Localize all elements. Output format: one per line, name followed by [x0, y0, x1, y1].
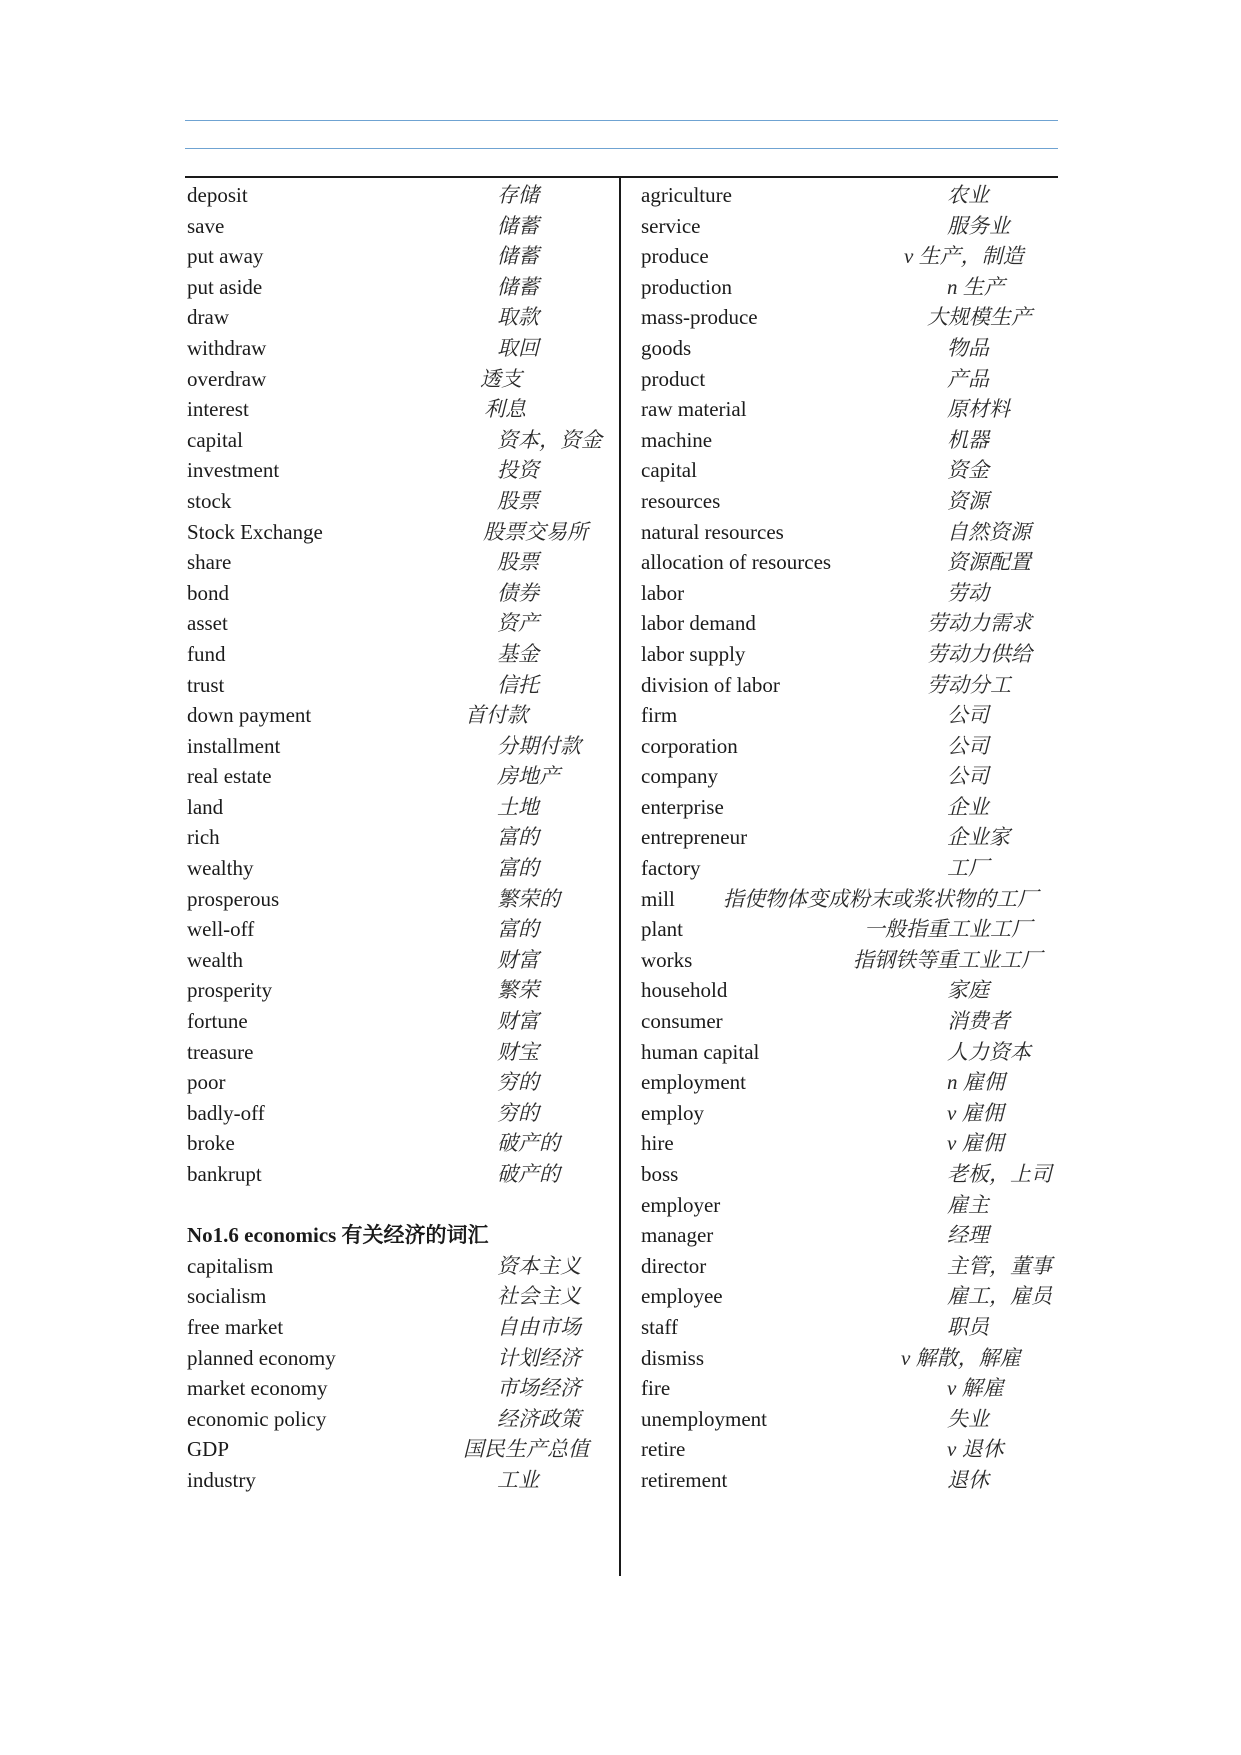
header-rule-top — [185, 120, 1058, 121]
vocab-translation: 服务业 — [947, 213, 1010, 238]
vocab-translation: 经济政策 — [497, 1406, 581, 1431]
vocab-translation: 储蓄 — [497, 213, 539, 238]
vocab-translation: 退休 — [947, 1467, 989, 1492]
vocab-translation: 富的 — [497, 917, 539, 942]
vocab-translation: 农业 — [947, 183, 989, 207]
vocab-row — [187, 1159, 612, 1190]
vocab-row — [187, 394, 612, 425]
vocab-row — [187, 486, 612, 517]
vocab-row — [187, 425, 612, 456]
vocab-term: draw — [187, 305, 229, 330]
vocab-row — [187, 1434, 612, 1465]
vocab-term: overdraw — [187, 366, 267, 391]
vocab-translation: 富的 — [497, 825, 539, 850]
vocab-term: employment — [641, 1070, 746, 1095]
vocab-term: human capital — [641, 1039, 760, 1064]
vocab-term: resources — [641, 488, 721, 513]
vocab-translation: 繁荣 — [497, 978, 539, 1003]
vocab-term: Stock Exchange — [187, 519, 323, 544]
vocab-row — [187, 1251, 612, 1282]
vocab-row — [641, 272, 1058, 303]
vocab-term: production — [641, 274, 732, 299]
vocab-row — [641, 884, 1058, 915]
right-column — [641, 180, 1058, 1496]
vocab-term: entrepreneur — [641, 825, 748, 850]
vocab-translation: 资源 — [947, 488, 989, 513]
vocab-row — [187, 792, 612, 823]
vocab-term: deposit — [187, 183, 248, 207]
vocab-term: allocation of resources — [641, 550, 832, 575]
vocab-row — [641, 333, 1058, 364]
vocab-term: natural resources — [641, 519, 784, 544]
vocab-translation: 房地产 — [497, 764, 560, 789]
vocab-term: bankrupt — [187, 1162, 262, 1186]
vocab-term: stock — [187, 488, 232, 513]
vocab-translation: 股票 — [497, 488, 539, 513]
vocab-translation: 主管，董事 — [947, 1253, 1052, 1278]
vocab-term: rich — [187, 825, 220, 850]
vocab-term: employee — [641, 1284, 723, 1309]
vocab-term: capital — [641, 458, 697, 483]
vocab-row — [641, 1037, 1058, 1068]
vocab-translation: 资源配置 — [947, 550, 1031, 575]
vocab-row — [187, 364, 612, 395]
vocab-term: put away — [187, 244, 264, 269]
vocab-translation: 繁荣的 — [497, 886, 560, 911]
vocab-translation: 分期付款 — [497, 733, 581, 758]
vocab-translation: 利息 — [484, 397, 526, 422]
vocab-translation: 公司 — [947, 764, 989, 789]
vocab-row — [641, 1128, 1058, 1159]
vocab-term: unemployment — [641, 1406, 767, 1431]
vocab-term: factory — [641, 856, 701, 881]
vocab-translation: 资金 — [947, 458, 989, 483]
vocab-term: boss — [641, 1162, 679, 1186]
vocab-translation: 穷的 — [497, 1100, 539, 1125]
vocab-translation: 基金 — [497, 641, 539, 666]
vocab-term: poor — [187, 1070, 226, 1095]
vocab-translation: 家庭 — [947, 978, 989, 1003]
vocab-row — [641, 1404, 1058, 1435]
vocab-term: agriculture — [641, 183, 732, 207]
vocab-row — [187, 670, 612, 701]
vocab-row — [641, 670, 1058, 701]
vocab-row — [641, 547, 1058, 578]
vocab-translation: 自然资源 — [947, 519, 1031, 544]
vocab-term: service — [641, 213, 701, 238]
vocab-list-production — [641, 180, 1058, 1496]
vocab-translation: 储蓄 — [497, 244, 539, 269]
vocab-translation: 指钢铁等重工业工厂 — [853, 947, 1042, 972]
vocab-row — [641, 1465, 1058, 1496]
vocab-translation: 公司 — [947, 703, 989, 728]
vocab-term: well-off — [187, 917, 255, 942]
vocab-term: goods — [641, 335, 692, 360]
vocab-row — [641, 1343, 1058, 1374]
vocab-term: treasure — [187, 1039, 254, 1064]
vocab-translation: 土地 — [497, 794, 539, 819]
vocab-term: withdraw — [187, 335, 267, 360]
vocab-translation: 企业 — [947, 794, 989, 819]
vocab-term: manager — [641, 1223, 714, 1248]
vocab-row — [187, 1128, 612, 1159]
vocab-term: consumer — [641, 1009, 723, 1034]
vocab-translation: n 生产 — [947, 274, 1005, 299]
vocab-translation: 市场经济 — [497, 1376, 581, 1401]
vocab-row — [641, 700, 1058, 731]
vocab-row — [187, 853, 612, 884]
vocab-term: GDP — [187, 1437, 230, 1462]
vocab-term: retire — [641, 1437, 686, 1462]
vocab-term: machine — [641, 427, 713, 452]
vocab-list-banking — [187, 180, 612, 1190]
vocab-row — [641, 1373, 1058, 1404]
vocab-translation: v 雇佣 — [947, 1131, 1004, 1156]
vocab-row — [641, 1067, 1058, 1098]
vocab-term: share — [187, 550, 232, 575]
vocab-row — [641, 639, 1058, 670]
vocab-row — [187, 639, 612, 670]
vocab-translation: 企业家 — [947, 825, 1010, 850]
vocab-term: economic policy — [187, 1406, 327, 1431]
vocab-row — [641, 1006, 1058, 1037]
vocab-row — [187, 517, 612, 548]
vocab-translation: 国民生产总值 — [463, 1437, 589, 1462]
spacer — [187, 1190, 612, 1221]
vocab-translation: 社会主义 — [497, 1284, 581, 1309]
vocab-translation: 信托 — [497, 672, 539, 697]
vocab-row — [187, 884, 612, 915]
vocab-translation: 投资 — [497, 458, 539, 483]
vocab-term: mass-produce — [641, 305, 758, 330]
vocab-term: labor — [641, 580, 685, 605]
vocab-translation: 大规模生产 — [927, 305, 1032, 330]
vocab-term: bond — [187, 580, 229, 605]
vocab-row — [187, 1006, 612, 1037]
vocab-translation: 物品 — [947, 335, 989, 360]
vocab-term: planned economy — [187, 1345, 336, 1370]
vocab-term: real estate — [187, 764, 272, 789]
vocab-row — [187, 1037, 612, 1068]
vocab-term: hire — [641, 1131, 674, 1156]
vocab-translation: 一般指重工业工厂 — [864, 917, 1032, 942]
vocab-term: director — [641, 1253, 707, 1278]
vocab-term: employ — [641, 1100, 704, 1125]
vocab-term: product — [641, 366, 706, 391]
vocab-translation: v 解散，解雇 — [901, 1345, 1021, 1370]
vocab-translation: 债券 — [497, 580, 539, 605]
vocab-row — [641, 578, 1058, 609]
vocab-translation: 劳动 — [947, 580, 989, 605]
vocab-row — [187, 731, 612, 762]
vocab-row — [187, 241, 612, 272]
vocab-term: works — [641, 947, 693, 972]
vocab-translation: 职员 — [947, 1314, 989, 1339]
vocab-row — [187, 180, 612, 211]
vocab-translation: n 雇佣 — [947, 1070, 1005, 1095]
vocab-term: plant — [641, 917, 683, 942]
vocab-translation: 劳动分工 — [927, 672, 1011, 697]
vocab-term: save — [187, 213, 225, 238]
vocab-term: company — [641, 764, 718, 789]
vocab-term: produce — [641, 244, 709, 269]
vocab-row — [641, 975, 1058, 1006]
vocab-term: enterprise — [641, 794, 724, 819]
vocab-term: badly-off — [187, 1100, 265, 1125]
header-rule-bottom — [185, 148, 1058, 149]
vocab-translation: 工厂 — [947, 856, 989, 881]
vocab-term: firm — [641, 703, 678, 728]
vocab-term: broke — [187, 1131, 235, 1156]
vocab-term: division of labor — [641, 672, 780, 697]
vocab-row — [641, 211, 1058, 242]
vocab-translation: 经理 — [947, 1223, 989, 1248]
vocab-row — [187, 578, 612, 609]
left-column — [187, 180, 612, 1496]
vocab-translation: 财富 — [497, 1009, 539, 1034]
vocab-term: socialism — [187, 1284, 267, 1309]
vocab-term: capitalism — [187, 1253, 274, 1278]
vocab-term: put aside — [187, 274, 263, 299]
vocab-term: employer — [641, 1192, 721, 1217]
vocab-row — [641, 517, 1058, 548]
vocab-translation: 取款 — [497, 305, 539, 330]
vocab-term: household — [641, 978, 728, 1003]
vocab-row — [641, 1434, 1058, 1465]
vocab-term: prosperous — [187, 886, 280, 911]
vocab-term: labor supply — [641, 641, 746, 666]
vocab-row — [641, 853, 1058, 884]
vocab-row — [641, 822, 1058, 853]
vocab-term: industry — [187, 1467, 256, 1492]
vocab-row — [187, 1098, 612, 1129]
vocab-row — [187, 700, 612, 731]
table-top-rule — [185, 176, 1058, 178]
vocab-row — [641, 1312, 1058, 1343]
vocab-row — [641, 792, 1058, 823]
vocab-row — [187, 1067, 612, 1098]
vocab-translation: 穷的 — [497, 1070, 539, 1095]
vocab-translation: 工业 — [497, 1467, 539, 1492]
vocab-row — [187, 945, 612, 976]
vocab-row — [641, 945, 1058, 976]
vocab-term: free market — [187, 1314, 284, 1339]
vocab-term: dismiss — [641, 1345, 705, 1370]
vocab-translation: 计划经济 — [497, 1345, 581, 1370]
vocab-translation: 雇主 — [947, 1192, 989, 1217]
vocab-row — [641, 1190, 1058, 1221]
vocab-translation: 产品 — [947, 366, 989, 391]
vocab-term: capital — [187, 427, 243, 452]
vocab-translation: 股票交易所 — [483, 519, 588, 544]
vocab-term: investment — [187, 458, 280, 483]
vocab-row — [641, 302, 1058, 333]
vocab-row — [187, 302, 612, 333]
vocab-translation: 破产的 — [497, 1162, 560, 1186]
section-heading: No1.6 economics 有关经济的词汇 — [187, 1223, 489, 1248]
vocab-row — [187, 1404, 612, 1435]
vocab-translation: 自由市场 — [497, 1314, 581, 1339]
vocab-row — [641, 1098, 1058, 1129]
vocab-row — [187, 1281, 612, 1312]
vocab-row — [641, 486, 1058, 517]
vocab-row — [641, 180, 1058, 211]
vocab-list-economics — [187, 1251, 612, 1496]
vocab-translation: v 生产，制造 — [904, 244, 1024, 269]
vocab-row — [187, 608, 612, 639]
vocab-term: raw material — [641, 397, 747, 422]
vocab-translation: 雇工，雇员 — [947, 1284, 1052, 1309]
vocab-term: trust — [187, 672, 225, 697]
vocab-row — [641, 914, 1058, 945]
vocab-translation: 透支 — [480, 366, 522, 391]
vocab-row — [187, 333, 612, 364]
vocab-translation: 消费者 — [947, 1009, 1010, 1034]
vocab-translation: 首付款 — [465, 703, 528, 728]
vocab-row — [641, 1281, 1058, 1312]
column-divider — [619, 176, 621, 1576]
vocab-translation: 机器 — [947, 427, 989, 452]
vocab-term: labor demand — [641, 611, 756, 636]
vocab-row — [641, 425, 1058, 456]
vocab-translation: 股票 — [497, 550, 539, 575]
vocab-translation: v 解雇 — [947, 1376, 1004, 1401]
vocab-row — [187, 975, 612, 1006]
vocab-row — [641, 394, 1058, 425]
vocab-row — [187, 211, 612, 242]
vocab-term: interest — [187, 397, 249, 422]
vocab-row — [187, 761, 612, 792]
vocab-translation: 劳动力供给 — [927, 641, 1032, 666]
vocab-translation: 财富 — [497, 947, 539, 972]
vocab-term: asset — [187, 611, 228, 636]
vocab-translation: 失业 — [947, 1406, 989, 1431]
vocab-term: corporation — [641, 733, 738, 758]
vocab-row — [187, 1373, 612, 1404]
vocab-row — [187, 455, 612, 486]
vocab-row — [641, 1220, 1058, 1251]
vocab-term: prosperity — [187, 978, 273, 1003]
vocab-translation: 人力资本 — [947, 1039, 1031, 1064]
vocab-translation: 老板，上司 — [947, 1162, 1052, 1186]
vocab-translation: 破产的 — [497, 1131, 560, 1156]
vocab-translation: v 退休 — [947, 1437, 1004, 1462]
vocab-term: staff — [641, 1314, 678, 1339]
vocab-translation: 资产 — [497, 611, 539, 636]
vocab-term: wealth — [187, 947, 243, 972]
vocab-row — [187, 547, 612, 578]
vocab-row — [641, 1159, 1058, 1190]
vocab-term: wealthy — [187, 856, 254, 881]
vocab-translation: 资本，资金 — [497, 427, 602, 452]
vocab-row — [187, 272, 612, 303]
vocab-row — [187, 822, 612, 853]
vocab-translation: v 雇佣 — [947, 1100, 1004, 1125]
vocab-translation: 储蓄 — [497, 274, 539, 299]
vocab-term: fortune — [187, 1009, 248, 1034]
vocab-translation: 富的 — [497, 856, 539, 881]
vocab-translation: 财宝 — [497, 1039, 539, 1064]
vocab-row — [641, 455, 1058, 486]
vocab-row — [187, 914, 612, 945]
vocab-row — [641, 364, 1058, 395]
vocab-term: market economy — [187, 1376, 328, 1401]
vocab-translation: 劳动力需求 — [927, 611, 1032, 636]
vocab-term: installment — [187, 733, 281, 758]
vocab-row — [641, 241, 1058, 272]
vocab-row — [641, 608, 1058, 639]
vocab-row — [187, 1465, 612, 1496]
vocab-term: fire — [641, 1376, 671, 1401]
vocab-row — [187, 1343, 612, 1374]
vocab-translation: 取回 — [497, 335, 539, 360]
vocab-term: down payment — [187, 703, 312, 728]
vocab-row — [187, 1312, 612, 1343]
vocab-translation: 公司 — [947, 733, 989, 758]
vocab-term: retirement — [641, 1467, 728, 1492]
vocab-translation: 指使物体变成粉末或浆状物的工厂 — [723, 886, 1038, 911]
vocab-translation: 原材料 — [947, 397, 1010, 422]
vocab-term: mill — [641, 886, 675, 911]
vocab-translation: 存储 — [497, 183, 539, 207]
vocab-row — [641, 761, 1058, 792]
vocab-row — [641, 731, 1058, 762]
vocab-term: fund — [187, 641, 226, 666]
vocab-translation: 资本主义 — [497, 1253, 581, 1278]
vocab-term: land — [187, 794, 224, 819]
vocab-row — [641, 1251, 1058, 1282]
